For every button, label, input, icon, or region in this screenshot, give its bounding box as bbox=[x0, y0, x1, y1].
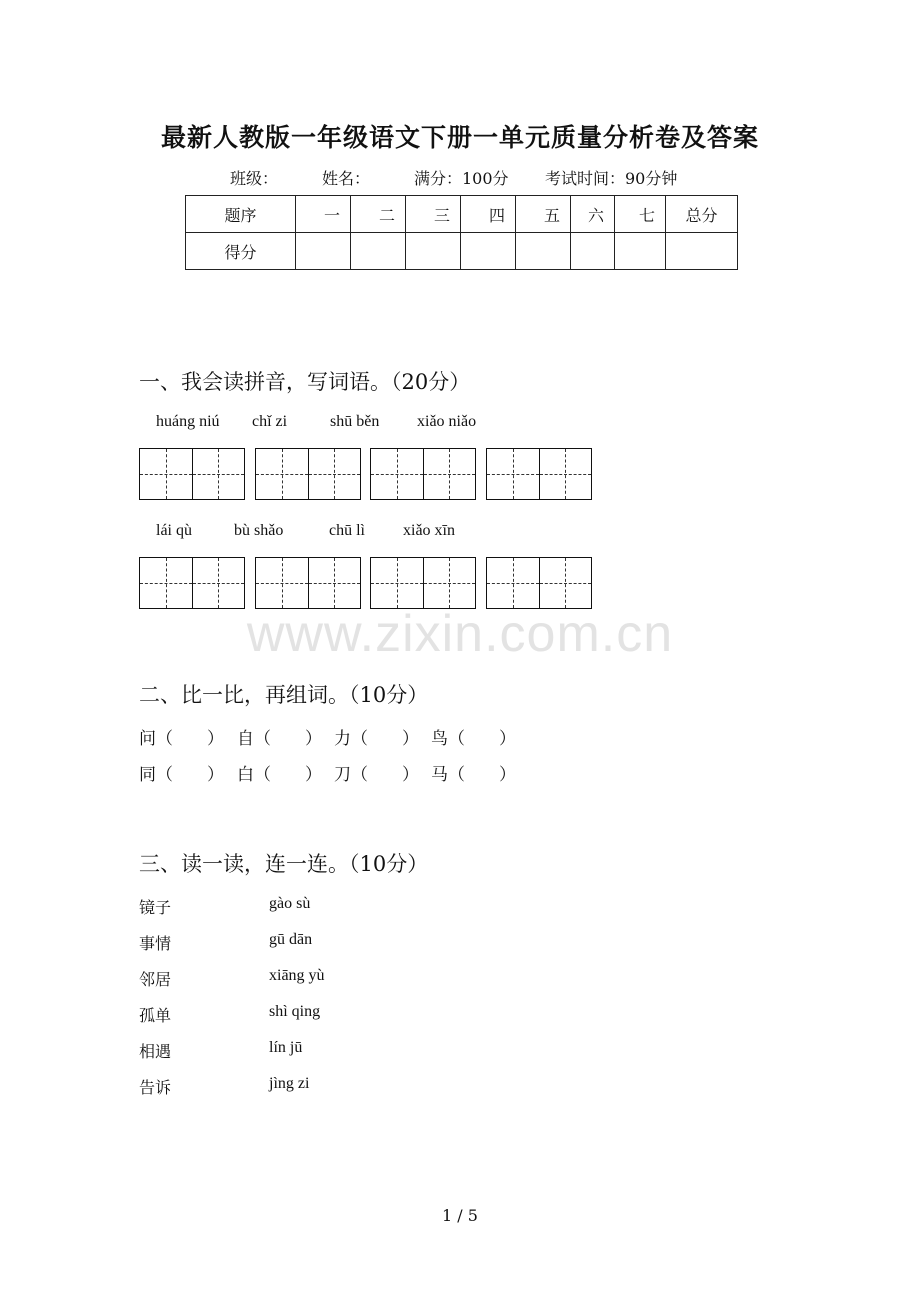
writing-cell[interactable] bbox=[256, 558, 308, 608]
score-table-header-row bbox=[186, 196, 738, 233]
score-cell[interactable] bbox=[666, 233, 738, 270]
writing-cell[interactable] bbox=[371, 449, 423, 499]
match-word: 镜子 bbox=[139, 898, 172, 917]
score-cell[interactable] bbox=[571, 233, 615, 270]
match-row bbox=[0, 1039, 920, 1061]
score-cell[interactable] bbox=[461, 233, 516, 270]
pinyin-label: xiǎo xīn bbox=[403, 522, 455, 539]
pinyin-label: lái qù bbox=[156, 522, 192, 539]
match-pinyin: xiāng yù bbox=[269, 967, 325, 984]
header-cell: 题序 bbox=[186, 196, 296, 233]
match-row bbox=[0, 895, 920, 917]
score-table bbox=[185, 195, 738, 270]
compare-item: 白（ ） bbox=[237, 765, 322, 785]
compare-row-1 bbox=[0, 724, 920, 749]
section2-title: 二、比一比，再组词。（10分） bbox=[139, 683, 429, 707]
compare-item: 问（ ） bbox=[139, 729, 224, 749]
writing-grid[interactable] bbox=[255, 448, 361, 500]
writing-cell[interactable] bbox=[192, 449, 245, 499]
header-cell: 六 bbox=[571, 196, 615, 233]
header-cell: 五 bbox=[516, 196, 571, 233]
pinyin-label: huáng niú bbox=[156, 413, 220, 430]
score-table-score-row bbox=[186, 233, 738, 270]
writing-grid[interactable] bbox=[370, 557, 476, 609]
writing-grid[interactable] bbox=[370, 448, 476, 500]
match-pinyin: gào sù bbox=[269, 895, 311, 912]
row-label: 得分 bbox=[186, 233, 296, 270]
header-cell: 总分 bbox=[666, 196, 738, 233]
writing-grid[interactable] bbox=[486, 557, 592, 609]
match-word: 告诉 bbox=[139, 1078, 172, 1097]
section1-title: 一、我会读拼音，写词语。（20分） bbox=[139, 370, 471, 394]
pinyin-label: xiǎo niǎo bbox=[417, 413, 477, 430]
writing-cell[interactable] bbox=[371, 558, 423, 608]
writing-cell[interactable] bbox=[423, 558, 476, 608]
match-row bbox=[0, 967, 920, 989]
header-cell: 一 bbox=[296, 196, 351, 233]
compare-item: 刀（ ） bbox=[334, 765, 419, 785]
pinyin-row-1 bbox=[0, 413, 920, 433]
watermark: www.zixin.com.cn bbox=[246, 605, 674, 663]
match-pinyin: lín jū bbox=[269, 1039, 303, 1056]
header-cell: 七 bbox=[615, 196, 666, 233]
match-word: 事情 bbox=[139, 934, 172, 953]
score-cell[interactable] bbox=[351, 233, 406, 270]
writing-cell[interactable] bbox=[539, 449, 592, 499]
writing-grid[interactable] bbox=[139, 448, 245, 500]
match-row bbox=[0, 1003, 920, 1025]
writing-cell[interactable] bbox=[308, 558, 361, 608]
score-cell[interactable] bbox=[406, 233, 461, 270]
pinyin-label: chū lì bbox=[329, 522, 365, 539]
writing-cell[interactable] bbox=[308, 449, 361, 499]
pinyin-row-2 bbox=[0, 522, 920, 542]
match-pinyin: shì qing bbox=[269, 1003, 321, 1020]
writing-cell[interactable] bbox=[140, 449, 192, 499]
pinyin-label: shū běn bbox=[330, 413, 380, 430]
writing-cell[interactable] bbox=[192, 558, 245, 608]
compare-item: 马（ ） bbox=[431, 765, 516, 785]
writing-grid[interactable] bbox=[486, 448, 592, 500]
pinyin-label: bù shǎo bbox=[234, 522, 284, 539]
compare-item: 同（ ） bbox=[139, 765, 224, 785]
header-cell: 三 bbox=[406, 196, 461, 233]
pinyin-label: chǐ zi bbox=[252, 413, 288, 430]
writing-grid[interactable] bbox=[139, 557, 245, 609]
header-cell: 二 bbox=[351, 196, 406, 233]
page-title: 最新人教版一年级语文下册一单元质量分析卷及答案 bbox=[160, 123, 759, 152]
match-row bbox=[0, 1075, 920, 1097]
class-label: 班级： bbox=[230, 169, 279, 188]
match-word: 相遇 bbox=[139, 1042, 172, 1061]
match-pinyin: jìng zi bbox=[269, 1075, 310, 1092]
compare-item: 鸟（ ） bbox=[431, 729, 516, 749]
match-row bbox=[0, 931, 920, 953]
writing-cell[interactable] bbox=[487, 558, 539, 608]
writing-grid[interactable] bbox=[255, 557, 361, 609]
writing-cell[interactable] bbox=[487, 449, 539, 499]
score-cell[interactable] bbox=[296, 233, 351, 270]
writing-cell[interactable] bbox=[423, 449, 476, 499]
compare-item: 力（ ） bbox=[334, 729, 419, 749]
full-score: 满分：100分 bbox=[414, 169, 509, 188]
writing-cell[interactable] bbox=[256, 449, 308, 499]
writing-cell[interactable] bbox=[539, 558, 592, 608]
exam-time: 考试时间：90分钟 bbox=[545, 169, 678, 188]
section3-title: 三、读一读，连一连。（10分） bbox=[139, 852, 429, 876]
header-cell: 四 bbox=[461, 196, 516, 233]
name-label: 姓名： bbox=[322, 169, 371, 188]
compare-row-2 bbox=[0, 760, 920, 785]
match-word: 孤单 bbox=[139, 1006, 172, 1025]
score-cell[interactable] bbox=[516, 233, 571, 270]
match-word: 邻居 bbox=[139, 970, 172, 989]
compare-item: 自（ ） bbox=[237, 729, 322, 749]
writing-cell[interactable] bbox=[140, 558, 192, 608]
page-number: 1 / 5 bbox=[442, 1206, 478, 1225]
match-pinyin: gū dān bbox=[269, 931, 313, 948]
score-cell[interactable] bbox=[615, 233, 666, 270]
